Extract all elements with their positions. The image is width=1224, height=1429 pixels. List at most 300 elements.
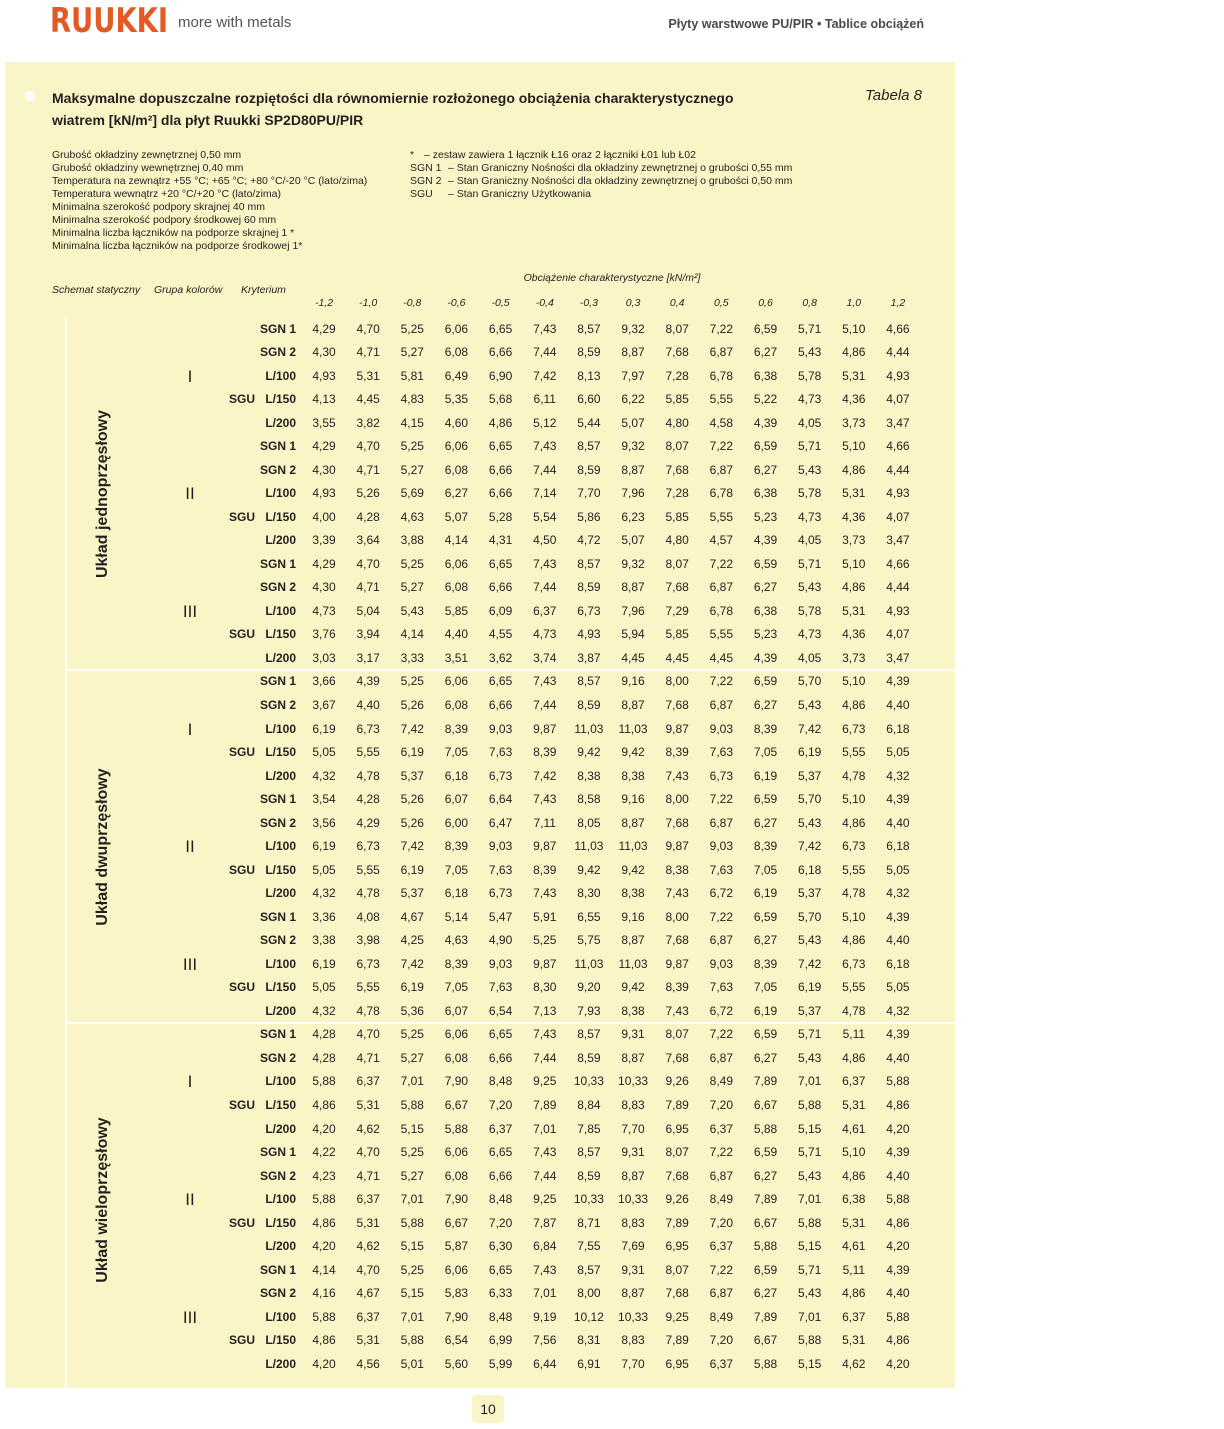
table-cell: 6,66 — [488, 1050, 513, 1065]
table-cell: 11,03 — [618, 839, 648, 854]
table-cell: 3,47 — [886, 415, 910, 430]
note-key: SGN 2 — [410, 175, 442, 187]
table-cell: 9,42 — [577, 862, 601, 877]
note-item — [410, 188, 792, 201]
criterion-label: L/200 — [265, 886, 296, 901]
table-cell: 6,23 — [621, 509, 645, 524]
criterion-label: SGN 1 — [259, 909, 296, 924]
table-cell: 8,00 — [665, 909, 689, 924]
criterion-group-label: SGU — [229, 745, 256, 760]
criterion-label: L/100 — [265, 368, 296, 383]
table-cell: 6,27 — [444, 486, 469, 501]
table-cell: 10,33 — [618, 1192, 649, 1207]
table-cell: 5,31 — [842, 486, 866, 501]
table-cell: 4,32 — [312, 1003, 336, 1018]
table-cell: 7,01 — [533, 1121, 557, 1136]
table-cell: 9,03 — [709, 839, 734, 854]
table-cell: 7,42 — [533, 368, 557, 383]
table-cell: 5,37 — [797, 886, 822, 901]
spec-item: Grubość okładziny wewnętrznej 0,40 mm — [52, 162, 244, 174]
table-cell: 3,98 — [356, 933, 380, 948]
table-cell: 6,59 — [753, 439, 778, 454]
table-cell: 4,28 — [356, 509, 380, 524]
table-cell: 7,22 — [709, 674, 734, 689]
table-cell: 6,66 — [488, 486, 513, 501]
table-cell: 6,06 — [444, 556, 469, 571]
table-cell: 8,00 — [665, 792, 689, 807]
table-cell: 9,42 — [621, 980, 645, 995]
table-cell: 8,39 — [444, 721, 469, 736]
criterion-label: L/150 — [265, 1097, 296, 1112]
table-cell: 8,57 — [577, 439, 601, 454]
table-cell: 8,49 — [709, 1192, 734, 1207]
table-cell: 9,16 — [621, 792, 645, 807]
color-group-label: I — [187, 719, 193, 739]
load-column-header: -0,3 — [579, 297, 598, 309]
table-cell: 5,26 — [356, 486, 380, 501]
table-cell: 5,10 — [842, 321, 866, 336]
table-cell: 7,20 — [709, 1215, 734, 1230]
table-cell: 8,87 — [621, 580, 645, 595]
table-cell: 8,38 — [621, 768, 645, 783]
table-cell: 7,44 — [533, 462, 557, 477]
table-cell: 5,04 — [356, 603, 380, 618]
table-cell: 11,03 — [618, 956, 648, 971]
table-cell: 6,87 — [709, 1286, 734, 1301]
spec-item: Temperatura na zewnątrz +55 °C; +65 °C; +80 °C/-20 °C (lato/zima) — [52, 175, 368, 187]
table-cell: 6,55 — [577, 909, 601, 924]
criterion-group-label: SGU — [229, 1215, 256, 1230]
table-cell: 6,19 — [400, 980, 424, 995]
table-cell: 6,64 — [488, 792, 513, 807]
table-cell: 5,27 — [400, 1050, 424, 1065]
table-cell: 7,43 — [665, 886, 689, 901]
table-cell: 6,66 — [488, 1168, 513, 1183]
table-cell: 4,70 — [356, 1027, 380, 1042]
table-cell: 4,93 — [312, 486, 336, 501]
table-cell: 5,11 — [842, 1027, 866, 1042]
table-cell: 4,45 — [356, 392, 380, 407]
criterion-label: SGN 1 — [259, 321, 296, 336]
color-group-label: II — [185, 1190, 195, 1210]
table-cell: 7,89 — [665, 1215, 689, 1230]
table-cell: 4,44 — [886, 345, 910, 360]
table-cell: 4,32 — [886, 1003, 910, 1018]
table-cell: 6,06 — [444, 439, 469, 454]
table-cell: 5,44 — [577, 415, 601, 430]
table-cell: 4,07 — [886, 392, 910, 407]
table-cell: 4,39 — [886, 1262, 910, 1277]
load-column-header: -1,0 — [359, 297, 378, 309]
table-cell: 5,37 — [400, 768, 424, 783]
table-cell: 6,19 — [753, 768, 778, 783]
table-cell: 5,55 — [356, 862, 380, 877]
load-column-header: -0,6 — [447, 297, 466, 309]
table-cell: 6,59 — [753, 674, 778, 689]
table-cell: 5,05 — [886, 862, 910, 877]
table-cell: 7,22 — [709, 909, 734, 924]
tagline: more with metals — [178, 14, 292, 31]
table-cell: 4,45 — [621, 650, 645, 665]
column-divider — [65, 316, 67, 1388]
note-key: SGN 1 — [410, 162, 442, 174]
spec-item: Temperatura wewnątrz +20 °C/+20 °C (lato/zima) — [52, 188, 281, 200]
table-cell: 6,87 — [709, 815, 734, 830]
note-key: SGU — [410, 188, 433, 200]
table-cell: 3,73 — [842, 415, 866, 430]
table-cell: 4,93 — [577, 627, 601, 642]
table-cell: 8,39 — [444, 956, 469, 971]
table-cell: 6,73 — [709, 768, 734, 783]
load-column-header: 0,6 — [758, 297, 773, 309]
table-cell: 9,42 — [621, 862, 645, 877]
table-cell: 6,87 — [709, 933, 734, 948]
table-cell: 4,80 — [665, 415, 689, 430]
table-cell: 9,25 — [533, 1192, 557, 1207]
table-cell: 7,05 — [753, 745, 778, 760]
table-cell: 7,90 — [444, 1309, 469, 1324]
table-cell: 4,20 — [312, 1121, 336, 1136]
table-cell: 3,82 — [356, 415, 380, 430]
table-cell: 9,19 — [533, 1309, 557, 1324]
table-cell: 7,43 — [665, 1003, 689, 1018]
criterion-label: SGN 1 — [259, 439, 296, 454]
table-cell: 4,36 — [842, 392, 866, 407]
table-cell: 4,72 — [577, 533, 601, 548]
spec-list — [52, 149, 367, 253]
table-cell: 7,68 — [665, 933, 689, 948]
table-cell: 6,90 — [488, 368, 513, 383]
criterion-group-label: SGU — [229, 627, 256, 642]
table-cell: 7,68 — [665, 815, 689, 830]
legend-notes — [410, 149, 792, 201]
table-cell: 6,87 — [709, 462, 734, 477]
table-cell: 4,70 — [356, 439, 380, 454]
table-cell: 5,15 — [400, 1239, 424, 1254]
table-cell: 8,05 — [577, 815, 601, 830]
table-cell: 4,70 — [356, 321, 380, 336]
table-cell: 5,15 — [400, 1121, 424, 1136]
table-cell: 6,65 — [488, 321, 513, 336]
table-cell: 5,88 — [312, 1074, 336, 1089]
table-cell: 4,29 — [312, 556, 336, 571]
load-column-header: 1,2 — [890, 297, 906, 309]
table-cell: 5,27 — [400, 580, 424, 595]
table-cell: 6,37 — [356, 1074, 380, 1089]
table-cell: 8,31 — [577, 1333, 601, 1348]
table-cell: 3,64 — [356, 533, 380, 548]
table-cell: 4,20 — [886, 1121, 910, 1136]
table-cell: 4,39 — [356, 674, 380, 689]
load-column-header: -0,8 — [403, 297, 422, 309]
criterion-label: L/150 — [265, 392, 296, 407]
table-cell: 6,59 — [753, 556, 778, 571]
table-cell: 8,38 — [621, 1003, 645, 1018]
table-cell: 6,59 — [753, 1027, 778, 1042]
criterion-label: SGN 2 — [259, 345, 296, 360]
table-cell: 4,66 — [886, 321, 910, 336]
table-cell: 4,39 — [886, 792, 910, 807]
table-cell: 7,43 — [533, 439, 557, 454]
table-cell: 4,73 — [797, 509, 822, 524]
criterion-label: L/100 — [265, 1309, 296, 1324]
table-number: Tabela 8 — [865, 87, 922, 104]
table-cell: 5,01 — [400, 1356, 424, 1371]
table-cell: 7,22 — [709, 439, 734, 454]
table-cell: 8,57 — [577, 556, 601, 571]
table-cell: 8,59 — [577, 462, 601, 477]
table-cell: 6,06 — [444, 321, 469, 336]
table-cell: 7,85 — [577, 1121, 601, 1136]
load-column-header: 0,8 — [802, 297, 817, 309]
table-cell: 7,22 — [709, 1027, 734, 1042]
load-header: Obciążenie charakterystyczne [kN/m²] — [523, 272, 701, 284]
table-cell: 4,40 — [886, 1286, 910, 1301]
table-cell: 7,43 — [533, 1027, 557, 1042]
table-cell: 8,57 — [577, 1027, 601, 1042]
table-cell: 5,27 — [400, 462, 424, 477]
table-cell: 4,86 — [842, 1050, 866, 1065]
table-cell: 6,37 — [356, 1192, 380, 1207]
table-cell: 9,03 — [488, 956, 513, 971]
table-cell: 5,70 — [797, 792, 822, 807]
table-cell: 8,07 — [665, 321, 689, 336]
table-cell: 3,55 — [312, 415, 336, 430]
table-cell: 7,20 — [488, 1215, 513, 1230]
table-cell: 7,56 — [533, 1333, 557, 1348]
table-cell: 6,65 — [488, 674, 513, 689]
table-cell: 7,90 — [444, 1074, 469, 1089]
table-cell: 3,47 — [886, 533, 910, 548]
table-cell: 8,84 — [577, 1097, 601, 1112]
table-cell: 9,31 — [621, 1145, 645, 1160]
table-cell: 7,96 — [621, 486, 645, 501]
table-cell: 7,05 — [444, 862, 469, 877]
table-cell: 4,73 — [533, 627, 557, 642]
table-cell: 4,32 — [886, 886, 910, 901]
table-cell: 4,05 — [797, 415, 822, 430]
table-cell: 5,55 — [709, 392, 734, 407]
table-cell: 5,43 — [797, 697, 822, 712]
color-group-label: III — [182, 1307, 198, 1327]
table-cell: 5,05 — [886, 745, 910, 760]
table-cell: 4,30 — [312, 462, 336, 477]
criterion-label: SGN 2 — [259, 462, 296, 477]
table-cell: 5,88 — [886, 1192, 910, 1207]
table-cell: 8,59 — [577, 1050, 601, 1065]
criterion-label: SGN 1 — [259, 792, 296, 807]
table-cell: 5,85 — [665, 509, 689, 524]
criterion-label: SGN 2 — [259, 1168, 296, 1183]
table-cell: 8,59 — [577, 697, 601, 712]
table-cell: 4,66 — [886, 556, 910, 571]
table-cell: 7,05 — [444, 980, 469, 995]
table-cell: 6,67 — [444, 1215, 469, 1230]
load-column-header: 0,3 — [625, 297, 641, 309]
table-cell: 6,19 — [753, 886, 778, 901]
table-cell: 6,18 — [886, 839, 910, 854]
criterion-label: L/200 — [265, 1121, 296, 1136]
table-cell: 4,05 — [797, 533, 822, 548]
load-column-header: 1,0 — [846, 297, 862, 309]
criterion-label: L/150 — [265, 745, 296, 760]
criterion-group-label: SGU — [229, 509, 256, 524]
table-cell: 8,07 — [665, 1145, 689, 1160]
criterion-label: L/200 — [265, 533, 296, 548]
table-cell: 7,05 — [753, 862, 778, 877]
table-cell: 6,19 — [797, 745, 822, 760]
table-cell: 5,88 — [400, 1215, 424, 1230]
table-cell: 7,68 — [665, 580, 689, 595]
table-cell: 4,73 — [797, 392, 822, 407]
table-cell: 9,32 — [621, 321, 645, 336]
table-cell: 10,12 — [573, 1309, 604, 1324]
table-cell: 5,43 — [797, 345, 822, 360]
table-cell: 4,86 — [312, 1215, 336, 1230]
criterion-label: L/200 — [265, 650, 296, 665]
criterion-label: L/200 — [265, 415, 296, 430]
table-cell: 7,89 — [753, 1074, 778, 1089]
table-cell: 6,18 — [797, 862, 822, 877]
table-cell: 3,33 — [400, 650, 424, 665]
table-cell: 4,00 — [312, 509, 336, 524]
group-column-header: Grupa kolorów — [154, 284, 223, 296]
scheme-column-header: Schemat statyczny — [52, 284, 141, 296]
scheme-label: Układ jednoprzęsłowy — [94, 409, 111, 578]
criterion-label: SGN 2 — [259, 933, 296, 948]
table-cell: 5,31 — [356, 1333, 380, 1348]
table-cell: 7,43 — [665, 768, 689, 783]
table-cell: 7,44 — [533, 1050, 557, 1065]
criterion-label: L/150 — [265, 627, 296, 642]
table-cell: 4,14 — [444, 533, 469, 548]
table-cell: 4,20 — [312, 1356, 336, 1371]
table-cell: 5,43 — [797, 933, 822, 948]
table-cell: 9,26 — [665, 1192, 689, 1207]
table-cell: 5,78 — [797, 368, 822, 383]
table-cell: 6,06 — [444, 674, 469, 689]
criterion-label: SGN 2 — [259, 1286, 296, 1301]
color-group-label: III — [182, 954, 198, 974]
table-cell: 6,08 — [444, 580, 469, 595]
table-cell: 9,03 — [488, 839, 513, 854]
table-cell: 7,42 — [797, 956, 822, 971]
table-cell: 5,71 — [797, 556, 822, 571]
table-cell: 5,88 — [797, 1097, 822, 1112]
table-cell: 6,18 — [444, 886, 469, 901]
table-cell: 5,78 — [797, 486, 822, 501]
table-cell: 5,14 — [444, 909, 469, 924]
criterion-group-label: SGU — [229, 392, 256, 407]
table-cell: 6,54 — [488, 1003, 513, 1018]
table-cell: 8,58 — [577, 792, 601, 807]
table-cell: 4,71 — [356, 345, 380, 360]
table-cell: 5,25 — [400, 674, 424, 689]
table-cell: 5,88 — [886, 1074, 910, 1089]
table-cell: 6,95 — [665, 1356, 689, 1371]
table-cell: 6,30 — [488, 1239, 513, 1254]
table-cell: 5,36 — [400, 1003, 424, 1018]
table-cell: 5,10 — [842, 792, 866, 807]
table-cell: 4,40 — [886, 1050, 910, 1065]
table-cell: 5,85 — [665, 627, 689, 642]
table-cell: 5,88 — [753, 1121, 778, 1136]
table-cell: 4,14 — [312, 1262, 336, 1277]
table-cell: 6,37 — [488, 1121, 513, 1136]
table-cell: 6,66 — [488, 697, 513, 712]
table-cell: 9,20 — [577, 980, 601, 995]
table-cell: 7,42 — [400, 721, 424, 736]
table-cell: 11,03 — [574, 721, 604, 736]
table-cell: 5,43 — [797, 1050, 822, 1065]
table-cell: 10,33 — [618, 1074, 649, 1089]
load-column-header: 0,5 — [714, 297, 729, 309]
table-cell: 5,11 — [842, 1262, 866, 1277]
table-cell: 7,01 — [533, 1286, 557, 1301]
table-cell: 7,01 — [400, 1074, 424, 1089]
table-cell: 6,27 — [753, 933, 778, 948]
table-cell: 6,19 — [753, 1003, 778, 1018]
table-cell: 6,27 — [753, 815, 778, 830]
table-cell: 5,10 — [842, 1145, 866, 1160]
table-cell: 6,67 — [753, 1097, 778, 1112]
table-cell: 6,27 — [753, 345, 778, 360]
table-cell: 4,78 — [842, 768, 866, 783]
table-cell: 4,70 — [356, 1145, 380, 1160]
table-cell: 7,01 — [400, 1309, 424, 1324]
table-cell: 5,69 — [400, 486, 424, 501]
table-cell: 5,26 — [400, 792, 424, 807]
table-cell: 4,32 — [312, 886, 336, 901]
note-text: – Stan Graniczny Nośności dla okładziny zewnętrznej o grubości 0,50 mm — [448, 175, 793, 187]
title-line-2: wiatrem [kN/m²] dla płyt Ruukki SP2D80PU/PIR — [52, 112, 364, 128]
table-cell: 5,15 — [797, 1121, 822, 1136]
table-cell: 7,01 — [400, 1192, 424, 1207]
table-cell: 8,87 — [621, 1050, 645, 1065]
page-number: 10 — [472, 1395, 504, 1423]
table-cell: 7,93 — [577, 1003, 601, 1018]
spec-item: Minimalna szerokość podpory środkowej 60 mm — [52, 214, 277, 226]
criterion-label: SGN 1 — [259, 674, 296, 689]
table-cell: 7,42 — [400, 956, 424, 971]
table-cell: 4,78 — [356, 886, 380, 901]
table-cell: 9,25 — [533, 1074, 557, 1089]
table-cell: 7,68 — [665, 462, 689, 477]
note-text: – Stan Graniczny Użytkowania — [448, 188, 591, 200]
table-cell: 5,31 — [356, 1215, 380, 1230]
table-cell: 6,07 — [444, 1003, 469, 1018]
note-item — [410, 162, 792, 175]
table-cell: 6,08 — [444, 1168, 469, 1183]
table-cell: 6,99 — [488, 1333, 513, 1348]
table-cell: 10,33 — [573, 1192, 604, 1207]
criterion-label: SGN 2 — [259, 580, 296, 595]
table-cell: 5,15 — [400, 1286, 424, 1301]
table-cell: 6,87 — [709, 1050, 734, 1065]
table-cell: 7,44 — [533, 345, 557, 360]
criterion-label: SGN 2 — [259, 815, 296, 830]
table-cell: 8,30 — [533, 980, 557, 995]
criterion-group-label: SGU — [229, 980, 256, 995]
table-cell: 6,37 — [709, 1356, 734, 1371]
table-cell: 7,70 — [621, 1356, 645, 1371]
table-cell: 6,19 — [312, 956, 336, 971]
table-cell: 3,73 — [842, 650, 866, 665]
table-cell: 8,39 — [665, 980, 689, 995]
table-cell: 8,57 — [577, 1262, 601, 1277]
table-cell: 4,86 — [886, 1097, 910, 1112]
table-cell: 5,88 — [797, 1333, 822, 1348]
